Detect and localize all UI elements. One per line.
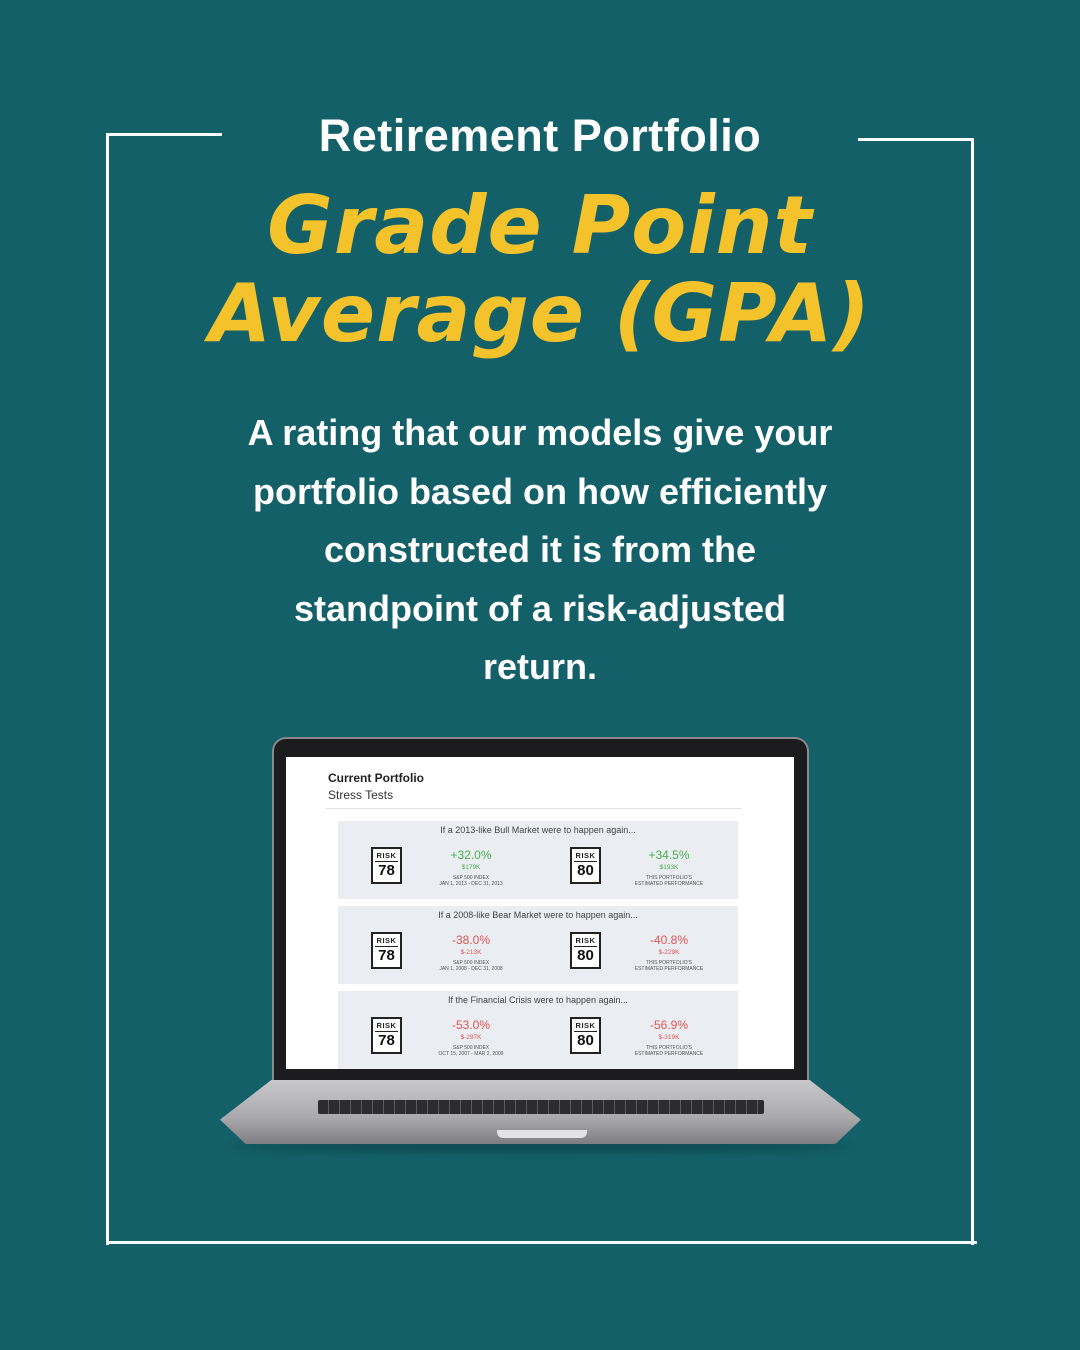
risk-score: 80 [577,1032,594,1049]
note-line: THIS PORTFOLIO'S [646,960,692,966]
risk-label: RISK [575,1021,596,1030]
note-line: OCT 15, 2007 - MAR 2, 2009 [438,1051,504,1057]
portfolio-return: -56.9% [649,1018,689,1032]
benchmark-note [416,960,526,972]
risk-badge [371,932,402,969]
benchmark-return: -53.0% [451,1018,491,1032]
screen-title: Current Portfolio [328,771,424,785]
note-line: ESTIMATED PERFORMANCE [634,966,704,972]
risk-badge [570,1017,601,1054]
description-line: A rating that our models give your [247,412,833,453]
portfolio-note [614,960,724,972]
portfolio-return: -40.8% [649,933,689,947]
risk-label: RISK [376,851,397,860]
benchmark-amount: $-297K [460,1034,482,1041]
laptop-notch [497,1130,587,1138]
description-line: standpoint of a risk-adjusted [293,587,787,629]
risk-badge [570,847,601,884]
note-line: THIS PORTFOLIO'S [646,875,692,881]
risk-label: RISK [575,851,596,860]
stress-test-card [338,906,738,984]
note-line: S&P 500 INDEX [452,960,490,966]
benchmark-note [416,875,526,887]
portfolio-amount: $-319K [658,1034,680,1041]
laptop-screen [286,757,794,1069]
headline-line-1: Grade Point [267,179,813,272]
description-line: portfolio based on how efficiently [252,470,827,512]
screen-subtitle: Stress Tests [328,788,394,802]
risk-badge [371,847,402,884]
risk-score: 78 [378,1032,395,1049]
note-line: S&P 500 INDEX [452,1045,490,1051]
risk-score: 78 [378,862,395,879]
frame-bottom [106,1241,977,1244]
description-line: return. [482,646,597,687]
portfolio-note [614,1045,724,1057]
scenario-heading: If the Financial Crisis were to happen again... [447,995,629,1005]
scenario-heading: If a 2013-like Bull Market were to happen again... [440,825,636,835]
risk-score: 80 [577,947,594,964]
risk-score: 78 [378,947,395,964]
description-line: constructed it is from the [323,529,757,570]
note-line: JAN 1, 2013 - DEC 31, 2013 [439,881,503,887]
risk-label: RISK [376,936,397,945]
stress-test-card [338,991,738,1069]
benchmark-amount: $179K [461,864,481,871]
description [200,404,880,697]
risk-badge [570,932,601,969]
note-line: S&P 500 INDEX [452,875,490,881]
risk-score: 80 [577,862,594,879]
scenario-heading: If a 2008-like Bear Market were to happen again... [438,910,638,920]
stress-test-card [338,821,738,899]
benchmark-return: +32.0% [450,848,492,862]
benchmark-note [416,1045,526,1057]
kicker-title: Retirement Portfolio [318,110,762,161]
headline-line-2: Average (GPA) [209,267,871,360]
headline [0,179,1080,360]
note-line: THIS PORTFOLIO'S [646,1045,692,1051]
portfolio-amount: $193K [659,864,679,871]
portfolio-note [614,875,724,887]
risk-label: RISK [575,936,596,945]
risk-badge [371,1017,402,1054]
laptop-keyboard [318,1100,764,1114]
benchmark-amount: $-213K [460,949,482,956]
portfolio-return: +34.5% [648,848,690,862]
portfolio-amount: $-229K [658,949,680,956]
note-line: ESTIMATED PERFORMANCE [634,881,704,887]
note-line: ESTIMATED PERFORMANCE [634,1051,704,1057]
risk-label: RISK [376,1021,397,1030]
benchmark-return: -38.0% [451,933,491,947]
note-line: JAN 1, 2008 - DEC 31, 2008 [439,966,503,972]
divider [326,808,742,809]
